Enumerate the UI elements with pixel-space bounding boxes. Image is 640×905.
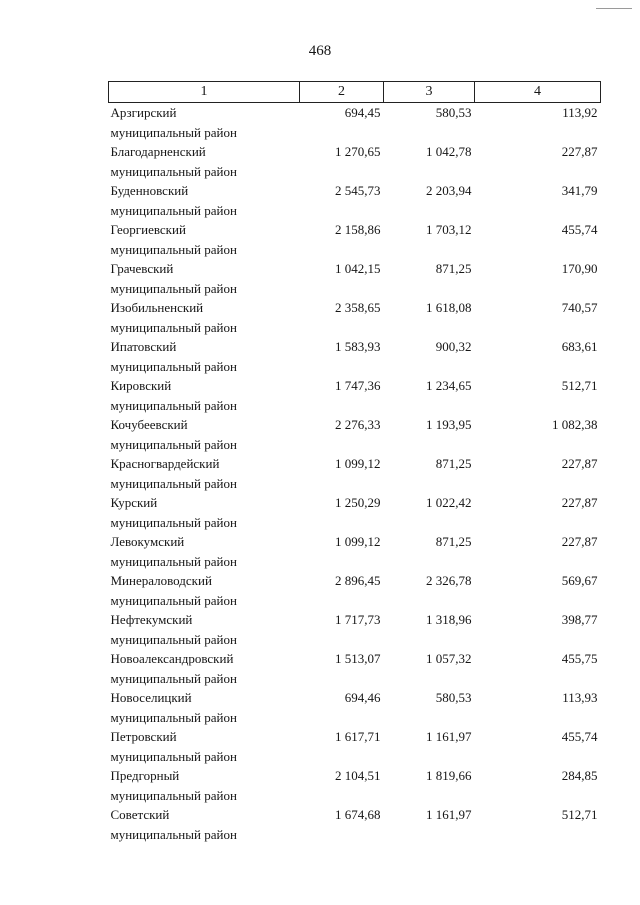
district-cell (109, 805, 300, 844)
district-name: Кочубеевский (110, 417, 188, 432)
value-col-2: 1 270,65 (335, 144, 381, 159)
table-header (109, 82, 601, 103)
value-col-3: 1 022,42 (426, 495, 472, 510)
district-cell (109, 415, 300, 454)
district-name: Изобильненский (110, 300, 204, 315)
district-name: Левокумский (110, 534, 185, 549)
value-col-2: 2 358,65 (335, 300, 381, 315)
header-cell-1: 1 (109, 82, 300, 103)
table-row (109, 337, 601, 376)
value-col-2: 1 250,29 (335, 495, 381, 510)
value-col-2: 1 747,36 (335, 378, 381, 393)
district-cell (109, 337, 300, 376)
district-type: муниципальный район (110, 241, 237, 257)
value-col-4: 284,85 (561, 768, 598, 783)
value-col-3: 1 057,32 (426, 651, 472, 666)
value-col-2: 2 104,51 (335, 768, 381, 783)
table-row (109, 649, 601, 688)
value-col-4: 569,67 (561, 573, 598, 588)
table-row (109, 103, 601, 143)
district-cell (109, 532, 300, 571)
header-cell-2: 2 (300, 82, 384, 103)
value-col-4: 113,93 (562, 690, 598, 705)
value-col-2: 1 099,12 (335, 456, 381, 471)
value-col-3: 1 234,65 (426, 378, 472, 393)
value-col-4: 227,87 (561, 144, 598, 159)
district-name: Новоалександровский (110, 651, 234, 666)
table-row (109, 376, 601, 415)
district-name: Кировский (110, 378, 172, 393)
value-col-3: 1 819,66 (426, 768, 472, 783)
value-col-3: 1 042,78 (426, 144, 472, 159)
corner-mark (596, 8, 632, 9)
table-row (109, 142, 601, 181)
value-col-4: 341,79 (561, 183, 598, 198)
district-name: Красногвардейский (110, 456, 220, 471)
district-type: муниципальный район (110, 397, 237, 413)
value-col-4: 740,57 (561, 300, 598, 315)
district-cell (109, 298, 300, 337)
table-row (109, 298, 601, 337)
value-col-3: 1 161,97 (426, 807, 472, 822)
value-col-2: 694,45 (344, 105, 381, 120)
value-col-3: 2 326,78 (426, 573, 472, 588)
value-col-3: 1 193,95 (426, 417, 472, 432)
district-name: Георгиевский (110, 222, 186, 237)
district-cell (109, 727, 300, 766)
table-row (109, 181, 601, 220)
value-col-2: 2 276,33 (335, 417, 381, 432)
district-type: муниципальный район (110, 514, 237, 530)
table-row (109, 532, 601, 571)
district-name: Ипатовский (110, 339, 177, 354)
district-cell (109, 766, 300, 805)
district-type: муниципальный район (110, 826, 237, 842)
district-type: муниципальный район (110, 553, 237, 569)
value-col-4: 227,87 (561, 495, 598, 510)
district-type: муниципальный район (110, 319, 237, 335)
value-col-3: 1 703,12 (426, 222, 472, 237)
district-type: муниципальный район (110, 787, 237, 803)
value-col-2: 1 674,68 (335, 807, 381, 822)
district-cell (109, 493, 300, 532)
table-row (109, 727, 601, 766)
district-name: Петровский (110, 729, 177, 744)
value-col-4: 113,92 (562, 105, 598, 120)
value-col-2: 1 513,07 (335, 651, 381, 666)
district-cell (109, 376, 300, 415)
district-cell (109, 649, 300, 688)
district-cell (109, 259, 300, 298)
value-col-2: 1 099,12 (335, 534, 381, 549)
value-col-2: 2 545,73 (335, 183, 381, 198)
value-col-4: 227,87 (561, 534, 598, 549)
district-cell (109, 103, 300, 143)
value-col-2: 694,46 (344, 690, 381, 705)
district-name: Советский (110, 807, 170, 822)
district-name: Буденновский (110, 183, 189, 198)
value-col-3: 871,25 (435, 261, 472, 276)
data-table (108, 81, 601, 844)
value-col-4: 170,90 (561, 261, 598, 276)
value-col-2: 1 042,15 (335, 261, 381, 276)
value-col-4: 455,74 (561, 222, 598, 237)
value-col-4: 455,74 (561, 729, 598, 744)
value-col-4: 455,75 (561, 651, 598, 666)
value-col-4: 512,71 (561, 807, 598, 822)
district-cell (109, 142, 300, 181)
value-col-4: 227,87 (561, 456, 598, 471)
header-cell-3: 3 (384, 82, 475, 103)
table-row (109, 688, 601, 727)
value-col-3: 2 203,94 (426, 183, 472, 198)
district-type: муниципальный район (110, 202, 237, 218)
value-col-4: 1 082,38 (552, 417, 598, 432)
table-row (109, 766, 601, 805)
district-cell (109, 571, 300, 610)
district-name: Минераловодский (110, 573, 212, 588)
table-row (109, 493, 601, 532)
table-row (109, 415, 601, 454)
district-cell (109, 181, 300, 220)
district-name: Арзгирский (110, 105, 177, 120)
value-col-4: 512,71 (561, 378, 598, 393)
value-col-2: 2 158,86 (335, 222, 381, 237)
district-type: муниципальный район (110, 748, 237, 764)
value-col-4: 683,61 (561, 339, 598, 354)
value-col-3: 1 161,97 (426, 729, 472, 744)
district-type: муниципальный район (110, 163, 237, 179)
value-col-4: 398,77 (561, 612, 598, 627)
value-col-3: 871,25 (435, 534, 472, 549)
value-col-3: 871,25 (435, 456, 472, 471)
district-name: Благодарненский (110, 144, 206, 159)
district-name: Грачевский (110, 261, 174, 276)
district-name: Нефтекумский (110, 612, 193, 627)
district-name: Предгорный (110, 768, 180, 783)
value-col-3: 1 618,08 (426, 300, 472, 315)
value-col-3: 900,32 (435, 339, 472, 354)
value-col-2: 2 896,45 (335, 573, 381, 588)
district-type: муниципальный район (110, 124, 237, 140)
value-col-2: 1 617,71 (335, 729, 381, 744)
table-row (109, 571, 601, 610)
district-cell (109, 454, 300, 493)
table-body (109, 103, 601, 845)
district-cell (109, 220, 300, 259)
district-cell (109, 688, 300, 727)
district-name: Новоселицкий (110, 690, 192, 705)
table-row (109, 220, 601, 259)
value-col-3: 580,53 (435, 105, 472, 120)
page-number: 468 (308, 43, 332, 59)
district-type: муниципальный район (110, 280, 237, 296)
district-type: муниципальный район (110, 670, 237, 686)
district-type: муниципальный район (110, 709, 237, 725)
district-name: Курский (110, 495, 158, 510)
table-row (109, 610, 601, 649)
district-type: муниципальный район (110, 475, 237, 491)
table-row (109, 259, 601, 298)
value-col-3: 1 318,96 (426, 612, 472, 627)
value-col-3: 580,53 (435, 690, 472, 705)
district-type: муниципальный район (110, 592, 237, 608)
district-type: муниципальный район (110, 358, 237, 374)
header-row (109, 82, 601, 103)
district-cell (109, 610, 300, 649)
district-type: муниципальный район (110, 631, 237, 647)
value-col-2: 1 717,73 (335, 612, 381, 627)
district-type: муниципальный район (110, 436, 237, 452)
value-col-2: 1 583,93 (335, 339, 381, 354)
header-cell-4: 4 (475, 82, 601, 103)
table-row (109, 454, 601, 493)
table-row (109, 805, 601, 844)
